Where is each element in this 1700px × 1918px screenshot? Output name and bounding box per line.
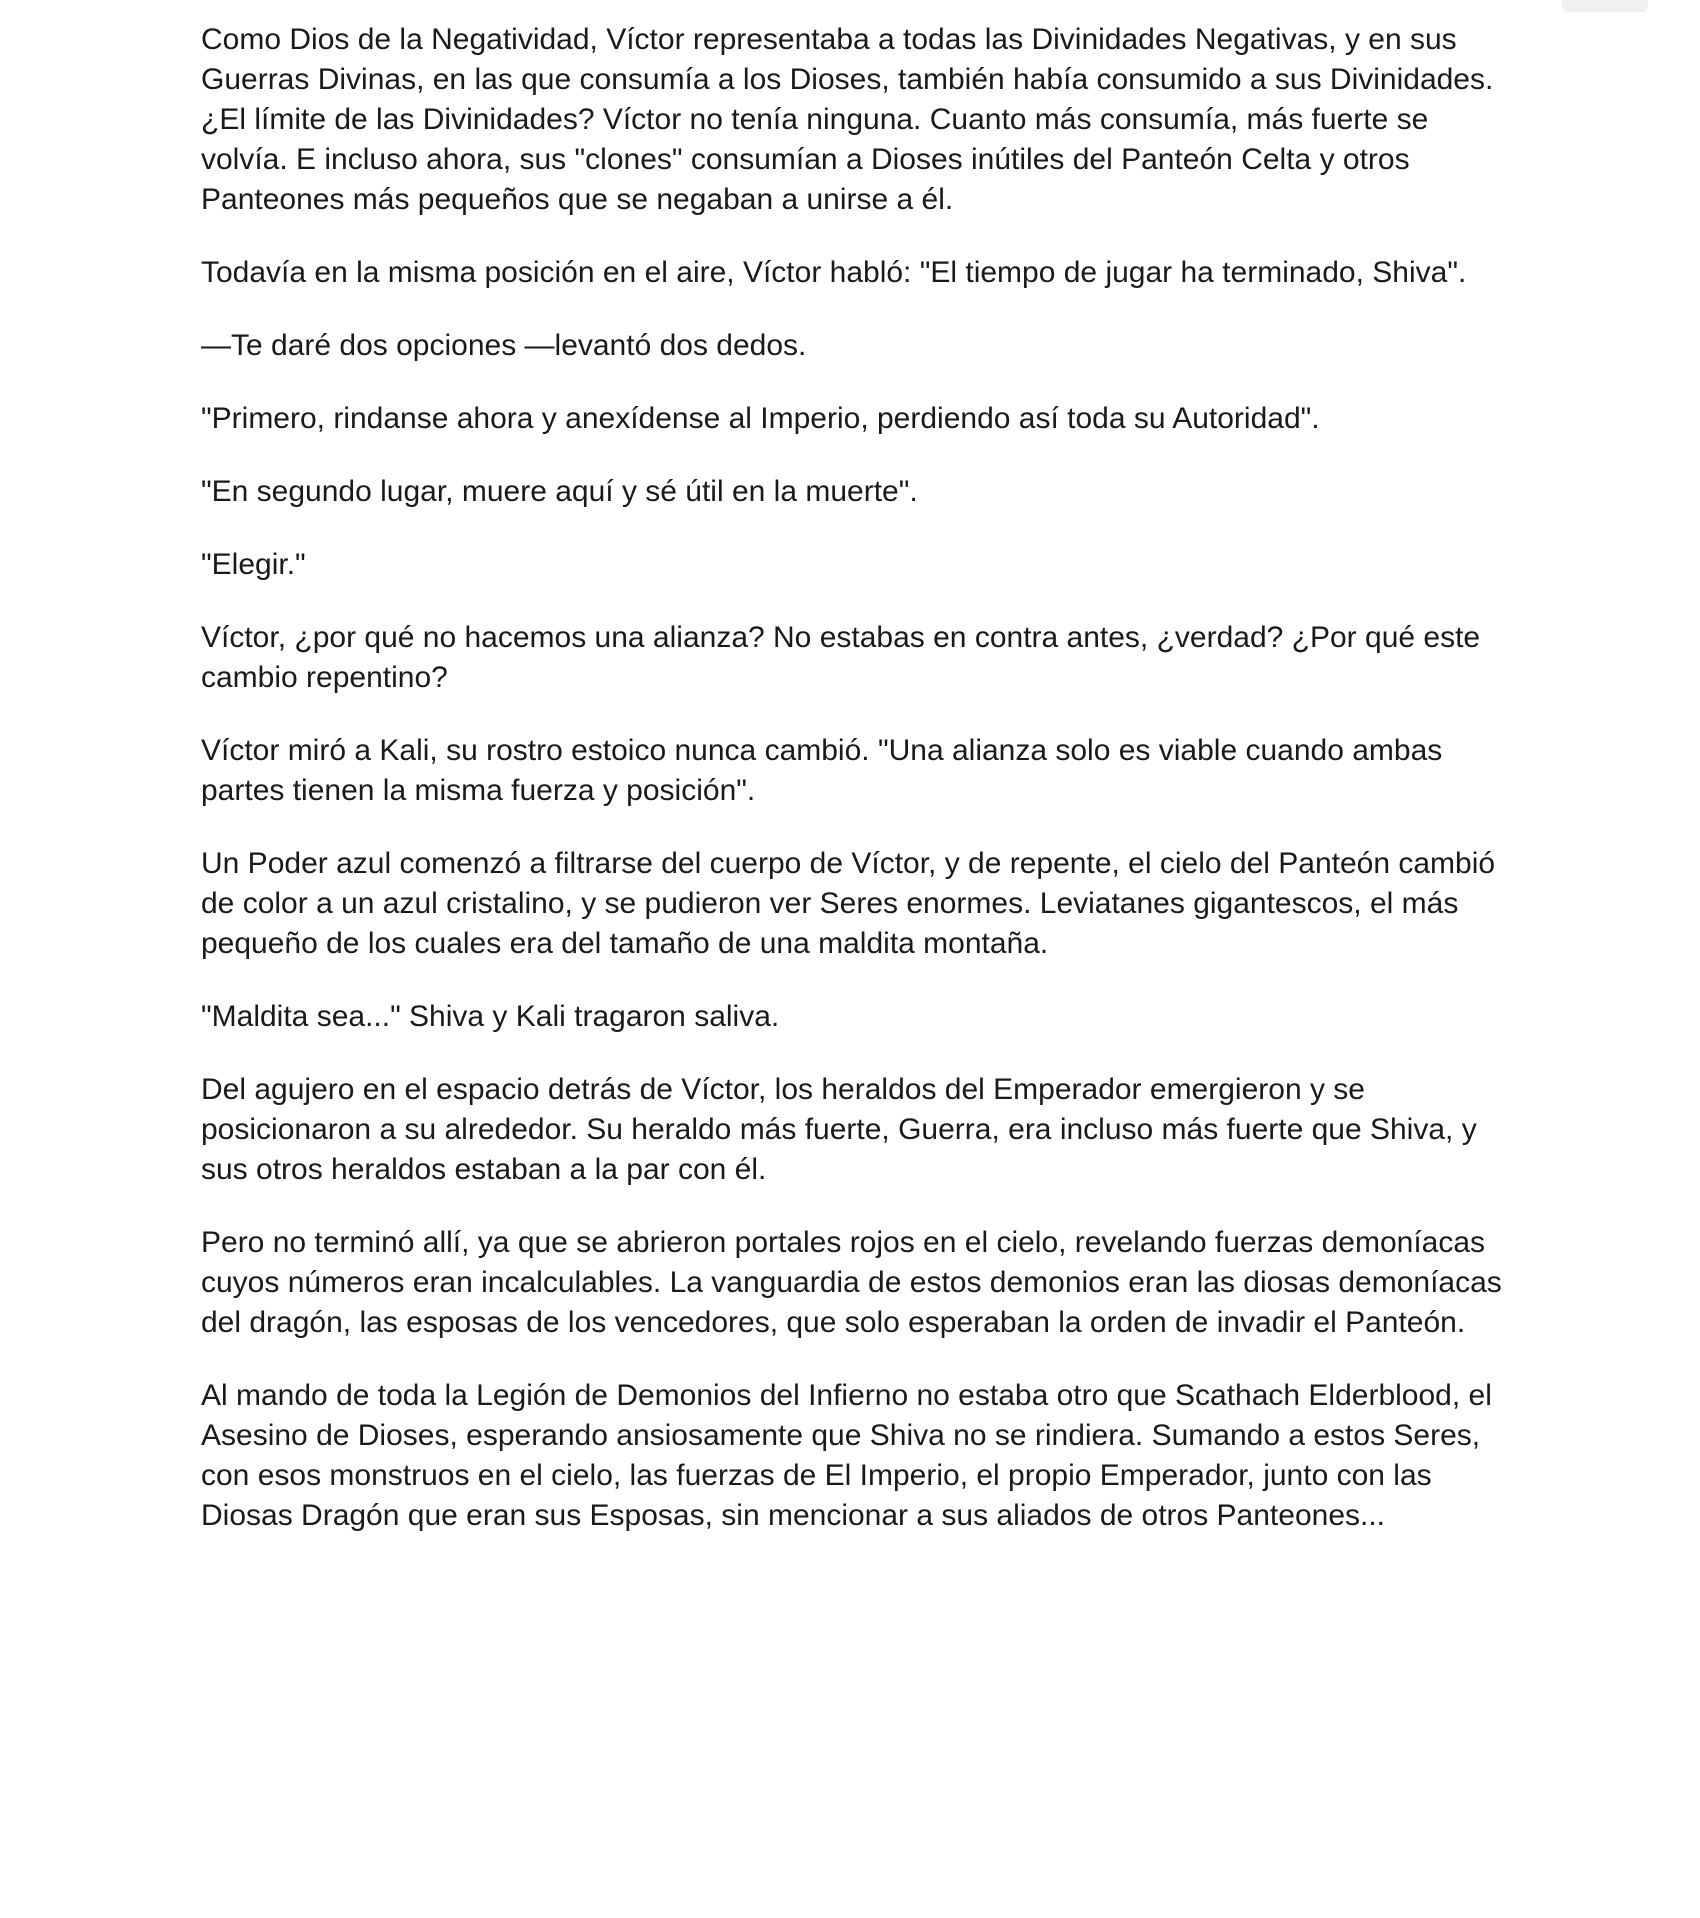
paragraph: Un Poder azul comenzó a filtrarse del cuerpo de Víctor, y de repente, el cielo del Panteón cambió de color a un azul cristalino, y se pudieron ver Seres enormes. Leviatanes gigantescos, el más pequeño de los cuales era del tamaño de una maldita montaña. — [201, 847, 1496, 960]
paragraph: Al mando de toda la Legión de Demonios del Infierno no estaba otro que Scathach Elderblood, el Asesino de Dioses, esperando ansiosamente que Shiva no se rindiera. Sumando a estos Seres, con esos monstruos en el cielo, las fuerzas de El Imperio, el propio Emperador, junto con las Diosas Dragón que eran sus Esposas, sin mencionar a sus aliados de otros Panteones... — [201, 1379, 1492, 1532]
paragraph: Todavía en la misma posición en el aire, Víctor habló: "El tiempo de jugar ha terminado, Shiva". — [201, 256, 1467, 289]
document-body — [201, 20, 1521, 1569]
paragraph: "Primero, rindanse ahora y anexídense al Imperio, perdiendo así toda su Autoridad". — [201, 402, 1320, 435]
paragraph: "Elegir." — [201, 548, 306, 581]
paragraph: "En segundo lugar, muere aquí y sé útil en la muerte". — [201, 475, 918, 508]
paragraph: Como Dios de la Negatividad, Víctor representaba a todas las Divinidades Negativas, y en sus Guerras Divinas, en las que consumía a los Dioses, también había consumido a sus Divinidades. ¿El límite de las Divinidades? Víctor no tenía ninguna. Cuanto más consumía, más fuerte se volvía. E incluso ahora, sus "clones" consumían a Dioses inútiles del Panteón Celta y otros Panteones más pequeños que se negaban a unirse a él. — [201, 23, 1494, 216]
paragraph: "Maldita sea..." Shiva y Kali tragaron saliva. — [201, 1000, 780, 1033]
paragraph: Víctor miró a Kali, su rostro estoico nunca cambió. "Una alianza solo es viable cuando ambas partes tienen la misma fuerza y posición". — [201, 734, 1443, 807]
paragraph: Del agujero en el espacio detrás de Víctor, los heraldos del Emperador emergieron y se posicionaron a su alrededor. Su heraldo más fuerte, Guerra, era incluso más fuerte que Shiva, y sus otros heraldos estaban a la par con él. — [201, 1073, 1477, 1186]
corner-tab-mark — [1562, 0, 1648, 12]
paragraph: Pero no terminó allí, ya que se abrieron portales rojos en el cielo, revelando fuerzas demoníacas cuyos números eran incalculables. La vanguardia de estos demonios eran las diosas demoníacas del dragón, las esposas de los vencedores, que solo esperaban la orden de invadir el Panteón. — [201, 1226, 1502, 1339]
paragraph: —Te daré dos opciones —levantó dos dedos. — [201, 329, 807, 362]
paragraph: Víctor, ¿por qué no hacemos una alianza? No estabas en contra antes, ¿verdad? ¿Por qué este cambio repentino? — [201, 621, 1481, 694]
